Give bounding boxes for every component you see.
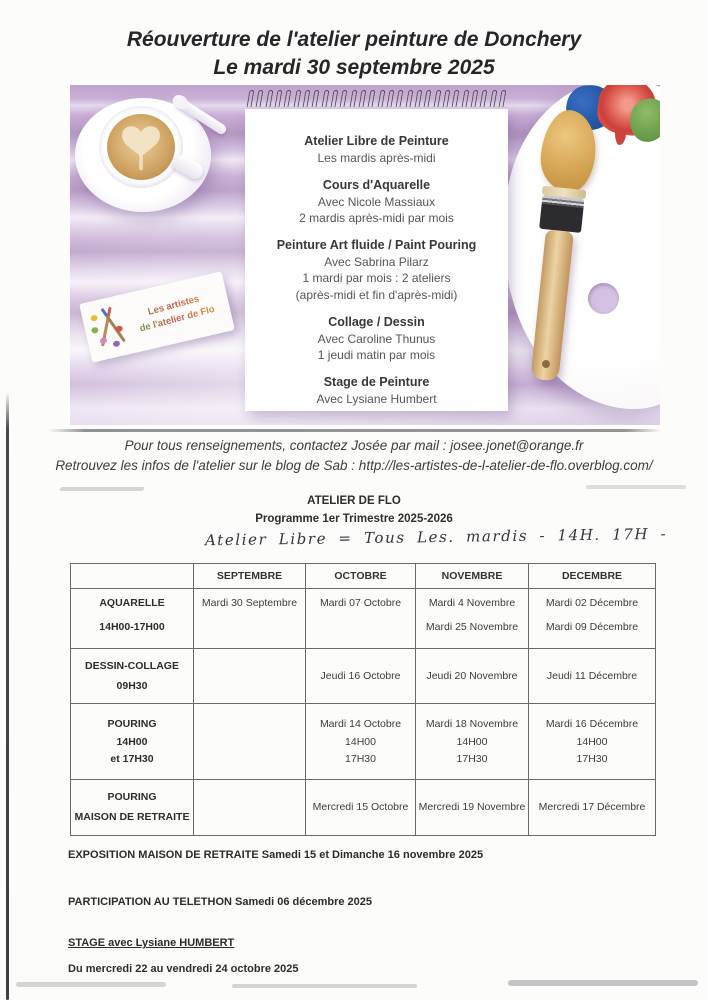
notepad-heading: Stage de Peinture (323, 375, 430, 389)
cell-line: Mardi 18 Novembre (425, 717, 519, 730)
row-label-line: POURING (107, 717, 157, 730)
schedule-cell (529, 704, 656, 780)
exposition-note: EXPOSITION MAISON DE RETRAITE Samedi 15 et Dimanche 16 novembre 2025 (68, 849, 484, 861)
table-header-row (71, 564, 656, 589)
schedule-cell (306, 649, 416, 704)
program-title: ATELIER DE FLO (307, 495, 401, 507)
header-photo-collage (70, 85, 660, 425)
business-card (79, 271, 235, 362)
cell-line: 17H30 (576, 753, 608, 766)
cell-line: Jeudi 16 Octobre (320, 669, 401, 682)
card-text-line1: Les artistes (146, 293, 201, 318)
card-text-line2: de l'atelier de Flo (138, 303, 216, 335)
schedule-cell (529, 589, 656, 649)
schedule-cell (529, 780, 656, 835)
row-label-line: DESSIN-COLLAGE (85, 660, 179, 673)
notepad-line: Avec Sabrina Pilarz (324, 255, 429, 270)
cell-line: 14H00 (456, 735, 488, 748)
schedule-cell (306, 704, 416, 780)
scan-shadow-line (48, 429, 662, 432)
notepad (245, 109, 508, 411)
business-card-text (126, 286, 232, 339)
coffee-latte-art (107, 114, 175, 180)
program-header (0, 493, 708, 529)
scan-smudge (16, 982, 166, 987)
row-label-line: POURING (107, 791, 157, 804)
schedule-cell (416, 704, 529, 780)
cell-line: Mardi 02 Décembre (545, 597, 639, 609)
scan-smudge (232, 984, 417, 988)
notepad-section (251, 177, 502, 226)
notepad-heading: Atelier Libre de Peinture (304, 134, 449, 148)
schedule-cell (416, 589, 529, 649)
program-subtitle: Programme 1er Trimestre 2025-2026 (255, 512, 453, 525)
schedule-cell (416, 780, 529, 835)
schedule-cell (306, 780, 416, 835)
cell-line: Mercredi 17 Décembre (538, 801, 646, 814)
row-label-line: 09H30 (116, 679, 148, 692)
contact-info (0, 436, 708, 475)
row-label-line: MAISON DE RETRAITE (74, 810, 190, 823)
notepad-section (251, 133, 502, 166)
handwritten-note: Atelier Libre = Tous Les. mardis - 14H. 17H - (204, 524, 668, 550)
notepad-line: Les mardis après-midi (317, 150, 436, 165)
notepad-section (251, 237, 502, 302)
cell-line: 14H00 (345, 735, 376, 748)
table-row (71, 780, 656, 835)
cell-line: Mardi 16 Décembre (545, 717, 639, 730)
contact-line1: Pour tous renseignements, contactez Josée par mail : josee.jonet@orange.fr (124, 438, 584, 453)
notepad-heading: Collage / Dessin (328, 314, 425, 329)
paint-dot (90, 314, 98, 321)
cell-line: Mardi 30 Septembre (201, 597, 298, 609)
schedule-cell (194, 780, 306, 835)
paint-dot (91, 327, 99, 334)
schedule-cell (194, 589, 306, 649)
paint-dot (115, 325, 123, 332)
card-brushes-icon (79, 294, 135, 362)
row-label (71, 589, 194, 649)
cell-line: Mardi 25 Novembre (425, 620, 519, 633)
notepad-content (245, 109, 508, 407)
row-label (71, 780, 194, 835)
schedule-cell (416, 649, 529, 704)
cell-line: 14H00 (576, 735, 608, 748)
cell-line: Mercredi 19 Novembre (418, 801, 526, 814)
page-title (0, 26, 708, 81)
notepad-section (251, 314, 502, 363)
schedule-cell (194, 649, 306, 704)
cell-line: Mardi 07 Octobre (319, 597, 402, 609)
notepad-line: 1 jeudi matin par mois (317, 347, 436, 362)
notepad-line: (après-midi et fin d'après-midi) (295, 287, 458, 302)
cell-line: Mardi 09 Décembre (545, 620, 639, 633)
notepad-line: Avec Lysiane Humbert (316, 391, 437, 406)
scan-smudge (59, 487, 145, 491)
column-header: NOVEMBRE (416, 564, 529, 589)
row-label-line: et 17H30 (110, 753, 154, 766)
cell-line: Mardi 4 Novembre (428, 597, 516, 609)
schedule-cell (529, 649, 656, 704)
latte-heart-icon (107, 114, 175, 180)
notepad-heading: Cours d'Aquarelle (322, 178, 431, 193)
notepad-heading: Peinture Art fluide / Paint Pouring (276, 238, 477, 253)
cell-line: Jeudi 20 Novembre (426, 669, 518, 682)
cell-line: Mardi 14 Octobre (319, 717, 402, 730)
notepad-section (251, 374, 502, 407)
telethon-note: PARTICIPATION AU TELETHON Samedi 06 décembre 2025 (68, 896, 373, 908)
table-row (71, 704, 656, 780)
palette-thumb-hole (588, 283, 619, 314)
cell-line: Jeudi 11 Décembre (546, 669, 638, 682)
brush-ferrule (539, 195, 584, 233)
column-header: SEPTEMBRE (194, 564, 306, 589)
notepad-line: 2 mardis après-midi par mois (299, 211, 454, 226)
scan-smudge (586, 485, 686, 489)
scan-smudge (508, 980, 698, 986)
row-label (71, 649, 194, 704)
stage-title: STAGE avec Lysiane HUMBERT (68, 937, 235, 949)
cell-line: Mercredi 15 Octobre (312, 801, 409, 814)
notepad-line: 1 mardi par mois : 2 ateliers (302, 271, 451, 286)
cell-line: 17H30 (456, 753, 488, 766)
paint-dot (99, 337, 107, 344)
scan-edge-artifact (6, 392, 9, 1000)
row-label-line: 14H00-17H00 (99, 620, 165, 633)
brush-handle-hole (542, 360, 551, 369)
row-label (71, 704, 194, 780)
schedule-cell (306, 589, 416, 649)
brush-ochre-paint (537, 108, 599, 195)
row-label-line: AQUARELLE (99, 597, 165, 609)
title-line1: Réouverture de l'atelier peinture de Donchery (126, 28, 582, 51)
paint-dot (112, 340, 120, 347)
table-row (71, 649, 656, 704)
cell-line: 17H30 (345, 753, 376, 766)
notepad-line: Avec Caroline Thunus (317, 331, 436, 346)
contact-line2: Retrouvez les infos de l'atelier sur le blog de Sab : http://les-artistes-de-l-atelier-de-flo.overblog.com/ (55, 457, 653, 473)
table-row (71, 589, 656, 649)
column-header: OCTOBRE (306, 564, 416, 589)
stage-dates: Du mercredi 22 au vendredi 24 octobre 2025 (68, 963, 299, 975)
schedule-table (70, 563, 656, 836)
column-header: DECEMBRE (529, 564, 656, 589)
notepad-line: Avec Nicole Massiaux (317, 194, 436, 209)
row-label-line: 14H00 (116, 735, 148, 748)
schedule-cell (194, 704, 306, 780)
brush-handle (530, 229, 574, 381)
title-line2: Le mardi 30 septembre 2025 (213, 55, 495, 79)
empty-corner-cell (71, 564, 194, 589)
